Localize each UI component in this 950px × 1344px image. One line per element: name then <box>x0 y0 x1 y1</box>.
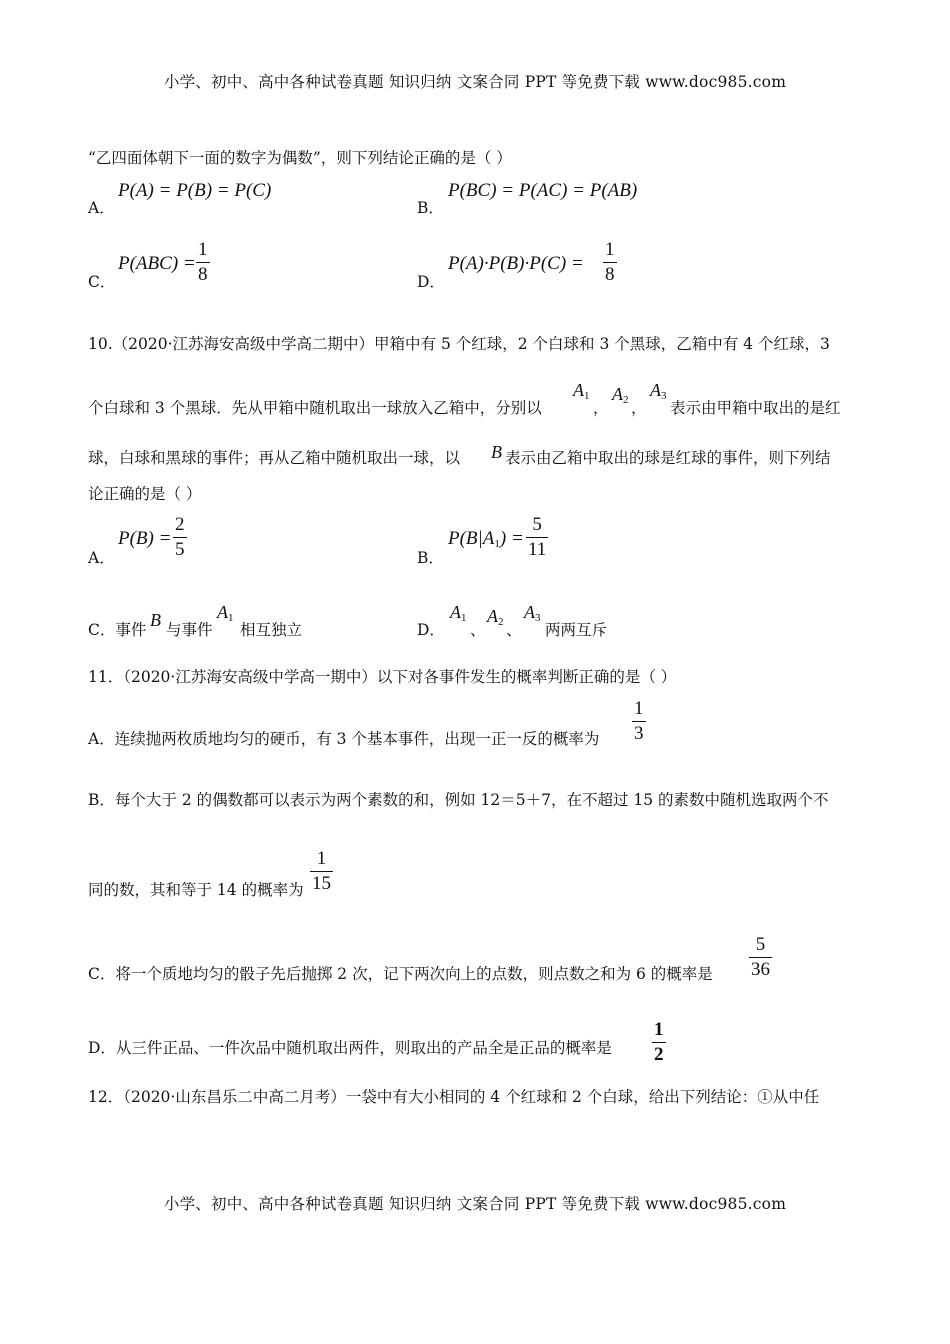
q10-option-d-label: D． <box>417 621 445 639</box>
fraction-denominator: 15 <box>312 872 331 894</box>
q10-event-b: B <box>491 442 502 462</box>
q12-stem: 12．（2020·山东昌乐二中高二月考）一袋中有大小相同的 4 个红球和 2 个白球，给出下列结论：①从中任 <box>88 1088 820 1106</box>
q11-option-b-fraction <box>310 849 333 894</box>
q9-option-c-formula: P(ABC) = <box>118 253 196 274</box>
q10-option-c-mid: 与事件 <box>166 621 213 639</box>
q10-stem-line-3a: 球，白球和黑球的事件；再从乙箱中随机取出一球，以 <box>88 449 461 467</box>
q10-option-c-end: 相互独立 <box>240 621 303 639</box>
q11-option-a-fraction <box>632 699 646 744</box>
fraction-numerator: 1 <box>316 848 327 869</box>
fraction-numerator: 1 <box>654 1019 664 1040</box>
fraction-numerator: 5 <box>755 934 766 955</box>
fraction-denominator: 36 <box>751 958 770 980</box>
fraction-denominator: 3 <box>634 722 644 744</box>
fraction-numerator: 1 <box>605 239 615 260</box>
q10-option-a-label: A． <box>88 549 115 567</box>
q11-option-a-text: A．连续抛两枚质地均匀的硬币，有 3 个基本事件，出现一正一反的概率为 <box>88 730 600 748</box>
q10-option-b-formula: $P(B|A_1)$ = <box>448 528 524 550</box>
q9-option-d-label: D． <box>417 273 445 291</box>
q10-option-a-formula: P(B) = <box>118 528 172 549</box>
fraction-denominator: 8 <box>605 263 615 285</box>
fraction-numerator: 1 <box>198 239 208 260</box>
q10-separator-1: ， <box>593 399 609 417</box>
q10-separator-2: ， <box>631 399 647 417</box>
page-header: 小学、初中、高中各种试卷真题 知识归纳 文案合同 PPT 等免费下载 www.doc985.com <box>163 73 787 91</box>
q10-option-d-sep-2: 、 <box>506 621 522 639</box>
q10-option-d-event-a1: $A_1$ <box>450 602 467 624</box>
fraction-numerator: 1 <box>634 698 644 719</box>
q10-option-d-sep-1: 、 <box>470 621 486 639</box>
q10-event-a1: $A_1$ <box>573 380 590 402</box>
fraction-denominator: 5 <box>175 538 185 560</box>
q10-option-c-event-a1: $A_1$ <box>217 602 234 624</box>
page-footer: 小学、初中、高中各种试卷真题 知识归纳 文案合同 PPT 等免费下载 www.doc985.com <box>163 1195 787 1213</box>
fraction-denominator: 8 <box>198 263 208 285</box>
q9-stem-tail: “乙四面体朝下一面的数字为偶数”，则下列结论正确的是（ ） <box>88 149 512 167</box>
q10-event-a2: $A_2$ <box>612 384 629 406</box>
q10-option-d-event-a2: $A_2$ <box>487 606 504 628</box>
q9-option-a-formula: P(A) = P(B) = P(C) <box>118 180 272 201</box>
q11-option-d-fraction <box>652 1020 666 1065</box>
q9-option-b-formula: P(BC) = P(AC) = P(AB) <box>448 180 638 201</box>
q11-option-c-fraction <box>749 935 772 980</box>
q11-option-b-line-1: B．每个大于 2 的偶数都可以表示为两个素数的和，例如 12＝5＋7，在不超过 15 的素数中随机选取两个不 <box>88 791 829 809</box>
q10-option-b-fraction <box>526 515 548 560</box>
q11-option-d-text: D．从三件正品、一件次品中随机取出两件，则取出的产品全是正品的概率是 <box>88 1039 612 1057</box>
q10-option-a-fraction <box>173 515 187 560</box>
fraction-numerator: 2 <box>175 514 185 535</box>
q10-option-c-label: C．事件 <box>88 621 147 639</box>
q10-option-b-label: B． <box>417 549 444 567</box>
q10-stem-line-3b: 表示由乙箱中取出的球是红球的事件，则下列结 <box>505 449 831 467</box>
q10-stem-line-2b: 表示由甲箱中取出的是红 <box>670 399 841 417</box>
q9-option-d-formula: P(A)·P(B)·P(C) = <box>448 253 584 274</box>
q10-stem-line-4: 论正确的是（ ） <box>88 485 202 503</box>
q9-option-c-fraction <box>196 240 210 285</box>
q10-option-d-event-a3: $A_3$ <box>524 602 541 624</box>
q9-option-d-fraction <box>603 240 617 285</box>
q11-option-c-text: C．将一个质地均匀的骰子先后抛掷 2 次，记下两次向上的点数，则点数之和为 6 的概率是 <box>88 965 713 983</box>
q9-option-b-label: B． <box>417 199 444 217</box>
q9-option-c-label: C． <box>88 273 116 291</box>
fraction-numerator: 5 <box>532 514 542 535</box>
fraction-denominator: 11 <box>528 538 547 560</box>
fraction-denominator: 2 <box>654 1043 664 1065</box>
q10-event-a3: $A_3$ <box>650 380 667 402</box>
q10-stem-line-2a: 个白球和 3 个黑球．先从甲箱中随机取出一球放入乙箱中，分别以 <box>88 399 542 417</box>
q11-stem: 11．（2020·江苏海安高级中学高一期中）以下对各事件发生的概率判断正确的是（ ） <box>88 668 677 686</box>
q11-option-b-line-2: 同的数，其和等于 14 的概率为 <box>88 881 304 899</box>
q10-stem-line-1: 10.（2020·江苏海安高级中学高二期中）甲箱中有 5 个红球，2 个白球和 3 个黑球，乙箱中有 4 个红球，3 <box>88 335 830 353</box>
q9-option-a-label: A． <box>88 199 115 217</box>
q10-option-d-end: 两两互斥 <box>545 621 608 639</box>
q10-option-c-event-b: B <box>150 610 161 630</box>
